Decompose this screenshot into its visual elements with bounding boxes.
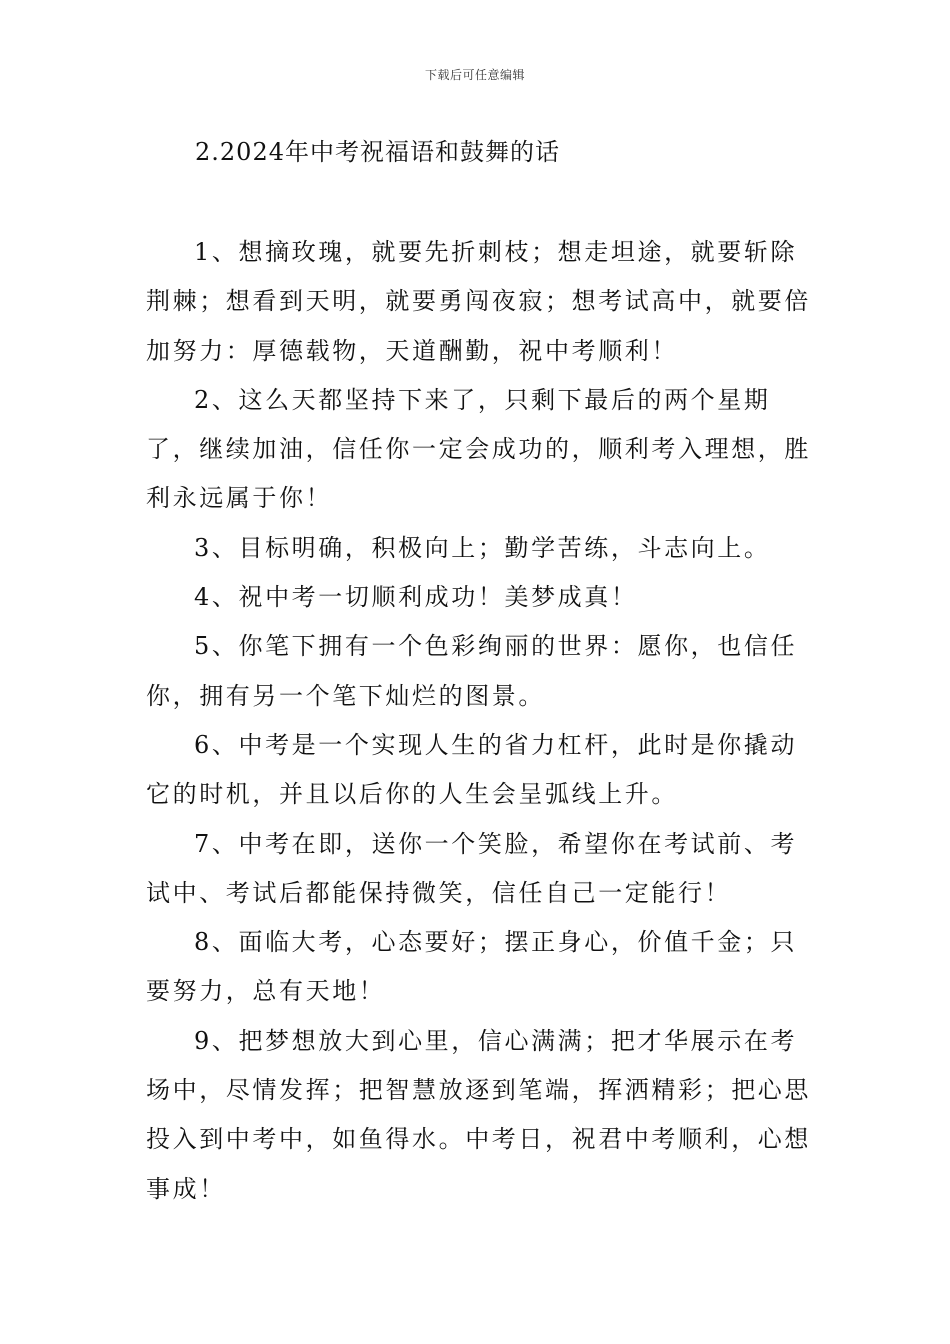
paragraph-6: 6、中考是一个实现人生的省力杠杆，此时是你撬动它的时机，并且以后你的人生会呈弧线上升。 [146, 730, 798, 809]
paragraph-4: 4、祝中考一切顺利成功！美梦成真！ [194, 583, 638, 612]
paragraph-9: 9、把梦想放大到心里，信心满满；把才华展示在考场中，尽情发挥；把智慧放逐到笔端，挥洒精彩；把心思投入到中考中，如鱼得水。中考日，祝君中考顺利，心想事成！ [146, 1026, 811, 1203]
paragraph-8: 8、面临大考，心态要好；摆正身心，价值千金；只要努力，总有天地！ [146, 928, 798, 1006]
header-note: 下载后可任意编辑 [424, 68, 525, 82]
section-title: 2.2024年中考祝福语和鼓舞的话 [195, 138, 560, 166]
paragraph-2: 2、这么天都坚持下来了，只剩下最后的两个星期了，继续加油，信任你一定会成功的，顺利考入理想，胜利永远属于你！ [146, 385, 811, 513]
paragraph-3: 3、目标明确，积极向上；勤学苦练，斗志向上。 [194, 533, 771, 562]
paragraph-5: 5、你笔下拥有一个色彩绚丽的世界：愿你，也信任你，拥有另一个笔下灿烂的图景。 [146, 632, 798, 710]
document-body [146, 228, 822, 1214]
paragraph-1: 1、想摘玫瑰，就要先折刺枝；想走坦途，就要斩除荆棘；想看到天明，就要勇闯夜寂；想考试高中，就要倍加努力：厚德载物，天道酬勤，祝中考顺利！ [146, 238, 811, 365]
paragraph-7: 7、中考在即，送你一个笑脸，希望你在考试前、考试中、考试后都能保持微笑，信任自己一定能行！ [146, 829, 798, 907]
